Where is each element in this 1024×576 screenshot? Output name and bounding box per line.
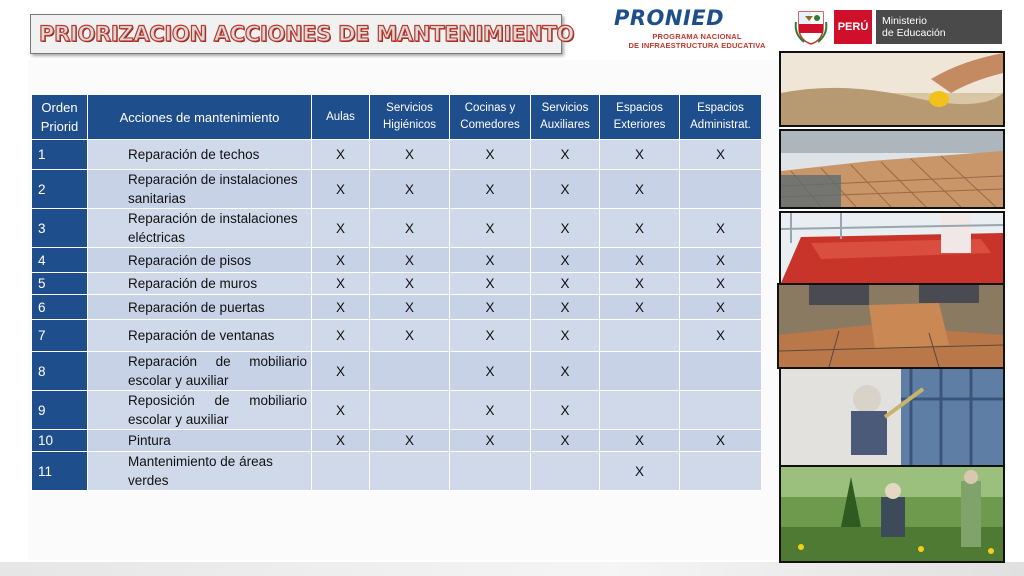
header-servicios-auxiliares — [531, 95, 600, 140]
header-auxiliares-line1: Servicios — [541, 102, 589, 114]
cell-aulas: X — [312, 320, 370, 352]
cell-servicios-auxiliares — [531, 452, 600, 491]
cell-servicios-higienicos: X — [370, 430, 450, 452]
row-action: Mantenimiento de áreas verdes — [88, 452, 312, 491]
cell-servicios-higienicos: X — [370, 209, 450, 248]
cell-espacios-administrativos — [680, 352, 762, 391]
table-row — [32, 295, 762, 320]
cell-aulas: X — [312, 209, 370, 248]
photo-floor-tiling — [777, 283, 1005, 369]
floor-tiling-picture — [779, 285, 1003, 367]
header-orden-line1: Orden — [41, 100, 78, 115]
pronied-logo — [612, 4, 772, 54]
ministry-logo — [790, 6, 1002, 48]
cell-aulas: X — [312, 430, 370, 452]
cell-cocinas-comedores: X — [450, 170, 531, 209]
cell-servicios-higienicos: X — [370, 320, 450, 352]
row-action: Reparación de techos — [88, 140, 312, 170]
row-action: Reparación de instalaciones eléctricas — [88, 209, 312, 248]
cell-cocinas-comedores: X — [450, 391, 531, 430]
cell-espacios-exteriores: X — [600, 430, 680, 452]
header-admin-line1: Espacios — [697, 102, 744, 114]
cell-aulas: X — [312, 170, 370, 209]
header-aulas: Aulas — [312, 95, 370, 140]
cell-cocinas-comedores: X — [450, 209, 531, 248]
cell-espacios-administrativos: X — [680, 430, 762, 452]
photo-terrace-waterproofing — [779, 211, 1005, 285]
cell-cocinas-comedores: X — [450, 140, 531, 170]
header-auxiliares-line2: Auxiliares — [540, 119, 590, 131]
coat-of-arms-icon — [794, 8, 828, 46]
cell-servicios-higienicos — [370, 391, 450, 430]
row-number: 3 — [32, 209, 88, 248]
cell-espacios-administrativos — [680, 452, 762, 491]
header-espacios-exteriores — [600, 95, 680, 140]
cell-servicios-auxiliares: X — [531, 391, 600, 430]
cell-servicios-auxiliares: X — [531, 320, 600, 352]
ministry-name-line2: de Educación — [882, 27, 946, 39]
roof-tiles-picture — [781, 131, 1003, 207]
cell-espacios-administrativos — [680, 391, 762, 430]
cell-aulas: X — [312, 273, 370, 295]
title-box — [30, 14, 575, 54]
cell-servicios-higienicos — [370, 352, 450, 391]
cell-espacios-exteriores: X — [600, 273, 680, 295]
table-row — [32, 352, 762, 391]
cell-cocinas-comedores: X — [450, 295, 531, 320]
row-action: Reparación de instalaciones sanitarias — [88, 170, 312, 209]
cell-cocinas-comedores: X — [450, 248, 531, 273]
cell-espacios-exteriores: X — [600, 452, 680, 491]
row-action: Reparación de puertas — [88, 295, 312, 320]
table-row — [32, 140, 762, 170]
ministry-name — [876, 10, 1002, 44]
header-orden — [32, 95, 88, 140]
pronied-subtitle-line1: PROGRAMA NACIONAL — [652, 32, 742, 41]
table-row — [32, 452, 762, 491]
cell-cocinas-comedores: X — [450, 320, 531, 352]
cell-servicios-auxiliares: X — [531, 140, 600, 170]
header-cocinas-line2: Comedores — [460, 119, 520, 131]
cell-espacios-exteriores — [600, 320, 680, 352]
footer-band — [0, 562, 1024, 576]
row-number: 9 — [32, 391, 88, 430]
cell-servicios-higienicos: X — [370, 273, 450, 295]
row-action: Reparación de mobiliario escolar y auxiliar — [88, 352, 312, 391]
row-number: 11 — [32, 452, 88, 491]
gardening-picture — [781, 467, 1003, 561]
pronied-subtitle-line2: DE INFRAESTRUCTURA EDUCATIVA — [628, 41, 766, 50]
cell-aulas: X — [312, 352, 370, 391]
row-number: 5 — [32, 273, 88, 295]
cell-cocinas-comedores: X — [450, 352, 531, 391]
peru-badge: PERÚ — [834, 10, 872, 44]
cell-cocinas-comedores: X — [450, 273, 531, 295]
cell-servicios-auxiliares: X — [531, 248, 600, 273]
header-servicios-higienicos — [370, 95, 450, 140]
cell-espacios-exteriores: X — [600, 170, 680, 209]
cell-espacios-administrativos — [680, 170, 762, 209]
header-servicios-line1: Servicios — [386, 102, 433, 114]
cell-servicios-auxiliares: X — [531, 209, 600, 248]
row-number: 6 — [32, 295, 88, 320]
table-row — [32, 391, 762, 430]
cell-aulas: X — [312, 295, 370, 320]
header-admin-line2: Administrat. — [690, 119, 751, 131]
row-number: 8 — [32, 352, 88, 391]
table-row — [32, 320, 762, 352]
cell-espacios-exteriores: X — [600, 295, 680, 320]
cell-servicios-higienicos: X — [370, 295, 450, 320]
cell-espacios-exteriores — [600, 352, 680, 391]
header-exteriores-line2: Exteriores — [613, 119, 666, 131]
cell-servicios-higienicos — [370, 452, 450, 491]
cell-espacios-exteriores: X — [600, 140, 680, 170]
cell-espacios-administrativos: X — [680, 248, 762, 273]
row-action: Reparación de ventanas — [88, 320, 312, 352]
row-action: Reparación de pisos — [88, 248, 312, 273]
cell-espacios-administrativos: X — [680, 140, 762, 170]
ministry-name-line1: Ministerio — [882, 15, 927, 27]
row-action: Pintura — [88, 430, 312, 452]
table-row — [32, 170, 762, 209]
pronied-logo-subtitle — [622, 32, 772, 50]
cell-servicios-auxiliares: X — [531, 170, 600, 209]
photo-strip — [777, 51, 1007, 563]
cell-aulas: X — [312, 140, 370, 170]
table-row — [32, 209, 762, 248]
cell-cocinas-comedores — [450, 452, 531, 491]
table-row — [32, 273, 762, 295]
row-number: 4 — [32, 248, 88, 273]
header-servicios-line2: Higiénicos — [382, 119, 437, 131]
photo-wall-plastering — [779, 51, 1005, 127]
row-number: 2 — [32, 170, 88, 209]
photo-wall-painting — [779, 367, 1005, 467]
cell-espacios-administrativos: X — [680, 273, 762, 295]
row-number: 10 — [32, 430, 88, 452]
cell-servicios-auxiliares: X — [531, 430, 600, 452]
photo-gardening — [779, 465, 1005, 563]
row-action: Reparación de muros — [88, 273, 312, 295]
pronied-logo-name: PRONIED — [614, 6, 725, 30]
terrace-waterproofing-picture — [781, 213, 1003, 283]
cell-servicios-auxiliares: X — [531, 295, 600, 320]
header-cocinas-comedores — [450, 95, 531, 140]
cell-cocinas-comedores: X — [450, 430, 531, 452]
header-acciones: Acciones de mantenimiento — [88, 95, 312, 140]
cell-espacios-exteriores — [600, 391, 680, 430]
page-title: PRIORIZACION ACCIONES DE MANTENIMIENTO — [39, 22, 575, 46]
cell-espacios-exteriores: X — [600, 209, 680, 248]
photo-roof-tiles — [779, 129, 1005, 209]
row-number: 7 — [32, 320, 88, 352]
wall-plastering-picture — [781, 53, 1003, 125]
table-row — [32, 248, 762, 273]
cell-espacios-exteriores: X — [600, 248, 680, 273]
header-cocinas-line1: Cocinas y — [464, 102, 516, 114]
cell-espacios-administrativos: X — [680, 320, 762, 352]
cell-servicios-higienicos: X — [370, 248, 450, 273]
header-exteriores-line1: Espacios — [616, 102, 663, 114]
priority-table — [31, 94, 762, 491]
cell-espacios-administrativos: X — [680, 295, 762, 320]
row-number: 1 — [32, 140, 88, 170]
cell-servicios-higienicos: X — [370, 140, 450, 170]
row-action: Reposición de mobiliario escolar y auxiliar — [88, 391, 312, 430]
table-row — [32, 430, 762, 452]
cell-aulas: X — [312, 248, 370, 273]
cell-servicios-auxiliares: X — [531, 352, 600, 391]
cell-servicios-auxiliares: X — [531, 273, 600, 295]
header-espacios-administrativos — [680, 95, 762, 140]
table-header-row — [32, 95, 762, 140]
cell-aulas — [312, 452, 370, 491]
wall-painting-picture — [781, 369, 1003, 465]
cell-aulas: X — [312, 391, 370, 430]
cell-servicios-higienicos: X — [370, 170, 450, 209]
cell-espacios-administrativos: X — [680, 209, 762, 248]
header-orden-line2: Priorid — [40, 119, 79, 134]
